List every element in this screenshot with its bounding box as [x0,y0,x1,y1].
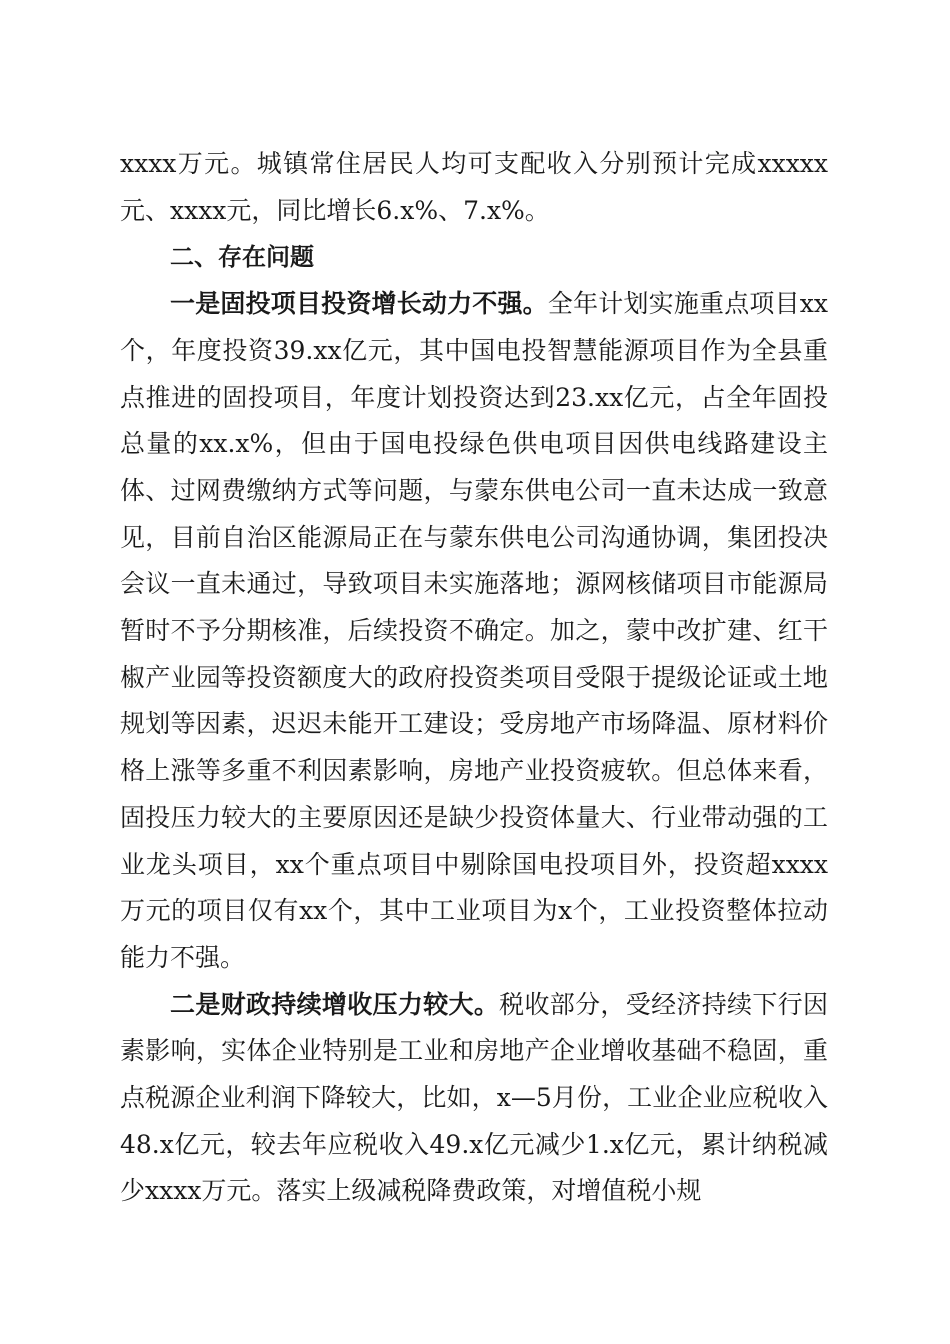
paragraph-problem-2 [120,982,828,1216]
problem-2-body: 税收部分，受经济持续下行因素影响，实体企业特别是工业和房地产企业增收基础不稳固，重点税源企业利润下降较大，比如，x—5月份，工业企业应税收入48.x亿元，较去年应税收入49.x亿元减少1.x亿元，累计纳税减少xxxx万元。落实上级减税降费政策，对增值税小规 [120,989,828,1206]
problem-1-body: 全年计划实施重点项目xx个，年度投资39.xx亿元，其中国电投智慧能源项目作为全县重点推进的固投项目，年度计划投资达到23.xx亿元，占全年固投总量的xx.x%，但由于国电投绿色供电项目因供电线路建设主体、过网费缴纳方式等问题，与蒙东供电公司一直未达成一致意见，目前自治区能源局正在与蒙东供电公司沟通协调，集团投决会议一直未通过，导致项目未实施落地；源网核储项目市能源局暂时不予分期核准，后续投资不确定。加之，蒙中改扩建、红干椒产业园等投资额度大的政府投资类项目受限于提级论证或土地规划等因素，迟迟未能开工建设；受房地产市场降温、原材料价格上涨等多重不利因素影响，房地产业投资疲软。但总体来看，固投压力较大的主要原因还是缺少投资体量大、行业带动强的工业龙头项目，xx个重点项目中剔除国电投项目外，投资超xxxx万元的项目仅有xx个，其中工业项目为x个，工业投资整体拉动能力不强。 [120,289,828,972]
problem-2-lead: 二是财政持续增收压力较大。 [170,989,500,1019]
problem-1-lead: 一是固投项目投资增长动力不强。 [170,289,548,319]
paragraph-problem-1 [120,281,828,982]
section-heading: 二、存在问题 [170,243,314,272]
document-body [120,141,828,1215]
paragraph-continuation: xxxx万元。城镇常住居民人均可支配收入分别预计完成xxxxx元、xxxx元，同比增长6.x%、7.x%。 [120,149,828,225]
